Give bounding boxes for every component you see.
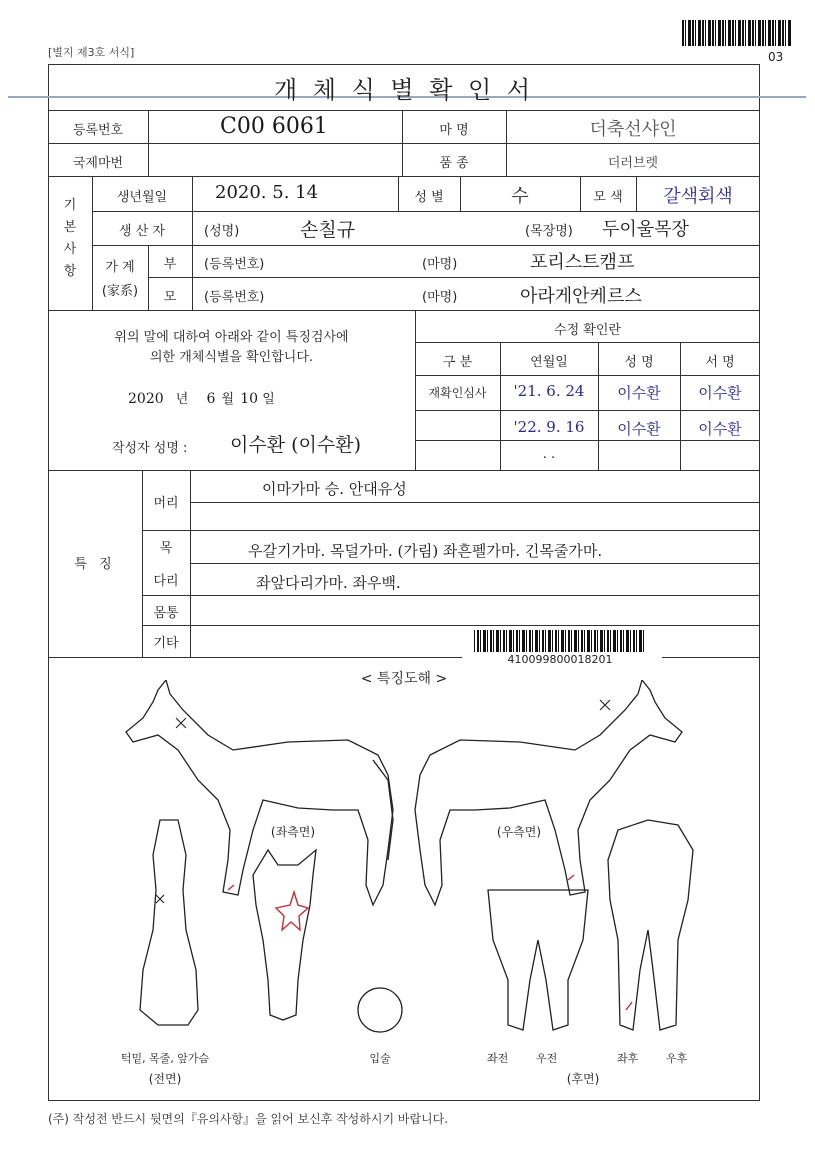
birth-value: 2020. 5. 14 [215,182,319,203]
color-label: 모 색 [593,190,623,205]
left-hind-caption: 좌후 [617,1052,639,1065]
right-hind-caption: 우후 [666,1052,688,1065]
confirm-text-2: 의한 개체식별을 확인합니다. [149,350,314,365]
revision-col-date: 연월일 [530,355,568,370]
breeder-label: 생 산 자 [119,224,165,239]
features-side-label: 특 징 [74,557,116,572]
left-side-caption: (좌측면) [270,825,316,839]
sex-value: 수 [511,186,529,207]
feature-head-value: 이마가마 승. 안대유성 [262,480,407,498]
lips-view [358,988,402,1032]
barcode-number: 410099800018201 [507,653,613,666]
horse-name-label: 마 명 [439,123,469,138]
horse-diagram [48,680,760,1080]
breeder-name: 손칠규 [300,219,356,241]
feature-body-label: 몸통 [153,606,179,621]
barcode [474,630,646,652]
front-neck-view [140,820,198,1025]
confirm-date: 2020 년 6 월 10 일 [128,391,275,407]
footer-note: (주) 작성전 반드시 뒷면의『유의사항』을 읽어 보신후 작성하시기 바랍니다. [48,1112,449,1126]
reg-no-label: 등록번호 [72,123,124,138]
revision-header: 수정 확인란 [554,323,621,338]
revision-row1-sign: 이수환 [698,384,742,402]
breed-value: 더러브렛 [607,156,659,171]
horse-name-value: 더축선샤인 [589,119,677,140]
feature-leg-label: 다리 [153,574,179,589]
revision-col-name: 성 명 [624,355,654,370]
revision-row2-date: '22. 9. 16 [513,418,585,436]
revision-col-type: 구 분 [442,355,473,370]
lips-caption: 입술 [369,1052,391,1065]
color-value: 갈색회색 [663,186,733,207]
left-side-horse [126,680,393,905]
right-side-caption: (우측면) [496,825,542,839]
breeder-name-sub: (성명) [204,224,240,239]
sire-reg-sub: (등록번호) [204,257,265,272]
revision-row1-date: '21. 6. 24 [513,382,585,400]
writer-name: 이수환 (이수환) [230,434,361,456]
intl-no-label: 국제마번 [72,156,124,171]
feature-leg-value: 좌앞다리가마. 좌우백. [256,574,401,592]
diagram-title: < 특징도해 > [360,671,448,687]
feature-neck-label: 목 [159,541,173,556]
dam-name-sub: (마명) [422,290,458,305]
head-front-view [253,850,316,1020]
revision-col-sign: 서 명 [705,355,735,370]
face-star-marking [276,892,308,930]
revision-row2-sign: 이수환 [698,420,742,438]
form-id: [별지 제3호 서식] [48,46,135,59]
revision-row2-name: 이수환 [617,420,661,438]
right-side-horse [415,680,682,905]
front-caption: 턱밑, 목줄, 앞가슴 [120,1052,210,1065]
sire-label: 부 [163,257,177,272]
rear-view [608,820,693,1030]
sire-name-sub: (마명) [422,257,458,272]
feature-head-label: 머리 [153,496,179,511]
dam-name: 아라게안케르스 [520,286,642,307]
top-barcode [682,20,792,46]
front-legs-view [488,890,588,1030]
reg-no-value: C00 6061 [220,114,328,139]
feature-neck-value: 우갈기가마. 목덜가마. (가림) 좌흔펠가마. 긴목줄가마. [248,542,603,560]
left-fore-caption: 좌전 [487,1052,509,1065]
birth-label: 생년월일 [116,190,168,205]
page-number: 03 [768,50,784,64]
front-view-caption: (전면) [148,1072,182,1086]
revision-row1-type: 재확인심사 [428,386,487,400]
dam-label: 모 [163,290,177,305]
feature-other-label: 기타 [153,636,179,651]
basic-side-label: 기 본 사 항 [63,198,77,279]
sex-label: 성 별 [414,190,444,205]
revision-row3-date: . . [542,447,556,462]
pedigree-label: 가 계 (家系) [101,260,139,299]
revision-row1-name: 이수환 [617,384,661,402]
sire-name: 포리스트캠프 [530,252,635,273]
rear-view-caption: (후면) [566,1072,600,1086]
farm-sub: (목장명) [525,224,573,239]
breed-label: 품 종 [439,156,469,171]
form-title: 개 체 식 별 확 인 서 [273,76,535,104]
writer-label: 작성자 성명 : [112,441,188,456]
confirm-text-1: 위의 말에 대하여 아래와 같이 특징검사에 [114,330,349,345]
dam-reg-sub: (등록번호) [204,290,265,305]
farm-name: 두이울목장 [602,219,689,240]
right-fore-caption: 우전 [536,1052,558,1065]
